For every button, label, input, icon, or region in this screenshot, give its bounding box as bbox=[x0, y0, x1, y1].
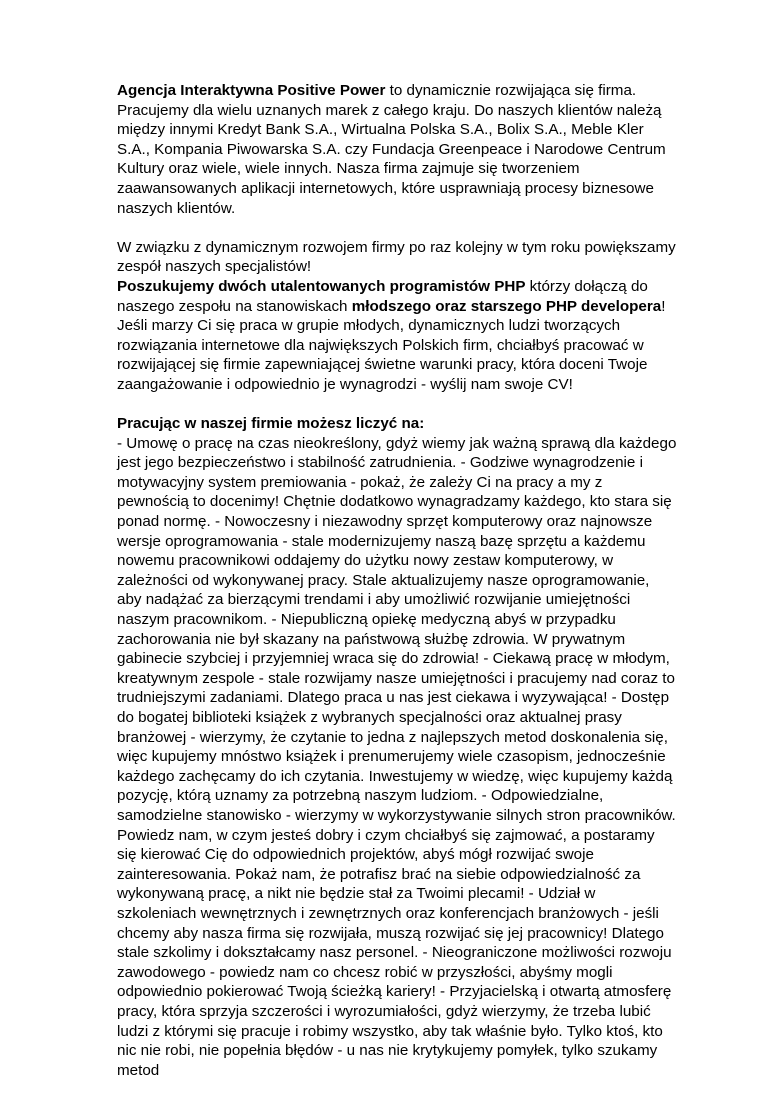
company-name: Agencja Interaktywna Positive Power bbox=[117, 82, 386, 99]
growth-paragraph bbox=[117, 238, 677, 277]
offer-paragraph bbox=[117, 277, 677, 395]
document-page bbox=[117, 81, 677, 1100]
growth-text: W związku z dynamicznym rozwojem firmy po raz kolejny w tym roku powiększamy zespół naszych specjalistów! bbox=[117, 238, 676, 276]
intro-paragraph bbox=[117, 81, 677, 218]
benefits-heading: Pracując w naszej firmie możesz liczyć na: bbox=[117, 415, 425, 433]
offer-headline: Poszukujemy dwóch utalentowanych programistów PHP bbox=[117, 277, 526, 295]
benefits-text: - Umowę o pracę na czas nieokreślony, gdyż wiemy jak ważną sprawą dla każdego jest jego bezpieczeństwo i stabilność zatrudnienia. - Godziwe wynagrodzenie i motywacyjny system premiowania - pokaż, że zależy Ci na pracy a my z pewnością to docenimy! Chętnie dodatkowo wynagradzamy każdego, kto stara się ponad normę. - Nowoczesny i niezawodny sprzęt komputerowy oraz najnowsze wersje oprogramowania - stale modernizujemy naszą bazę sprzętu a każdemu nowemu pracownikowi oddajemy do użytku nowy zestaw komputerowy, w zależności od wykonywanej pracy. Stale aktualizujemy nasze oprogramowanie, aby nadążać za bierzącymi trendami i aby umożliwić rozwijanie umiejętności naszym pracownikom. - Niepubliczną opiekę medyczną abyś w przypadku zachorowania nie był skazany na państwową służbę zdrowia. W prywatnym gabinecie szybciej i przyjemniej wraca się do zdrowia! - Ciekawą pracę w młodym, kreatywnym zespole - stale rozwijamy nasze umiejętności i pracujemy nad coraz to trudniejszymi zadaniami. Dlatego praca u nas jest ciekawa i wyzywająca! - Dostęp do bogatej biblioteki książek z wybranych specjalności oraz aktualnej prasy branżowej - wierzymy, że czytanie to jedna z najlepszych metod doskonalenia się, więc kupujemy mnóstwo książek i prenumerujemy wiele czasopism, jednocześnie każdego zachęcamy do ich czytania. Inwestujemy w wiedzę, więc kupujemy każdą pozycję, którą uznamy za potrzebną naszym ludziom. - Odpowiedzialne, samodzielne stanowisko - wierzymy w wykorzystywanie silnych stron pracowników. Powiedz nam, w czym jesteś dobry i czym chciałbyś się zajmować, a postaramy się kierować Cię do odpowiednich projektów, abyś mógł rozwijać swoje zainteresowania. Pokaż nam, że potrafisz brać na siebie odpowiedzialność za wykonywaną pracę, a nikt nie będzie stał za Twoimi plecami! - Udział w szkoleniach wewnętrznych i zewnętrznych oraz konferencjach branżowych - jeśli chcemy aby nasza firma się rozwijała, muszą rozwijać się jej pracownicy! Dlatego stale szkolimy i dokształcamy nasz personel. - Nieograniczone możliwości rozwoju zawodowego - powiedz nam co chcesz robić w przyszłości, abyśmy mogli odpowiednio pokierować Twoją ścieżką kariery! - Przyjacielską i otwartą atmosferę pracy, która sprzyja szczerości i wyrozumiałości, gdyż wierzymy, że trzeba lubić ludzi z którymi się pracuje i robimy wszystko, aby tak właśnie było. Tylko ktoś, kto nic nie robi, nie popełnia błędów - u nas nie krytykujemy pomyłek, tylko szukamy metod bbox=[117, 434, 677, 1079]
offer-positions: młodszego oraz starszego PHP developera bbox=[351, 297, 662, 315]
offer-text-2: ! Jeśli marzy Ci się praca w grupie młodych, dynamicznych ludzi tworzących rozwiązania internetowe dla największych Polskich firm, chciałbyś pracować w rozwijającej się firmie zapewniającej świetne warunki pracy, która doceni Twoje zaangażowanie i odpowiednio je wynagrodzi - wyślij nam swoje CV! bbox=[117, 297, 666, 393]
benefits-heading-line bbox=[117, 414, 677, 434]
benefits-paragraph bbox=[117, 434, 677, 1081]
offer-text-1: którzy dołączą do naszego zespołu na stanowiskach bbox=[117, 277, 648, 315]
intro-text: to dynamicznie rozwijająca się firma. Pracujemy dla wielu uznanych marek z całego kraju. Do naszych klientów należą między innymi Kredyt Bank S.A., Wirtualna Polska S.A., Bolix S.A., Meble Kler S.A., Kompania Piwowarska S.A. czy Fundacja Greenpeace i Narodowe Centrum Kultury oraz wiele, wiele innych. Nasza firma zajmuje się tworzeniem zaawansowanych aplikacji internetowych, które usprawniają procesy biznesowe naszych klientów. bbox=[117, 82, 666, 217]
